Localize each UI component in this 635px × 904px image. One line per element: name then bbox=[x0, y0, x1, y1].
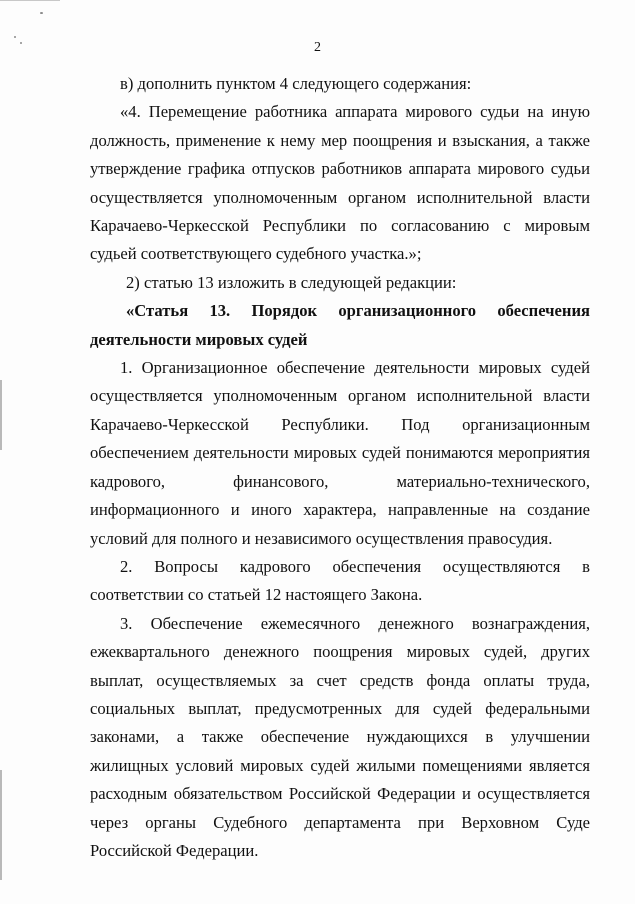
page-number: 2 bbox=[314, 40, 321, 55]
article-13-part-3: 3. Обеспечение ежемесячного денежного вознаграждения, ежеквартального денежного поощрения мировых судей, других выплат, осуществляемых за счет средств фонда оплаты труда, социальных выплат, предусмотренных для судей федеральными законами, а также обеспечение нуждающихся в улучшении жилищных условий мировых судей жилыми помещениями является расходным обязательством Российской Федерации и осуществляется через органы Судебного департамента при Верховном Суде Российской Федерации. bbox=[90, 613, 590, 860]
paragraph-point-4: «4. Перемещение работника аппарата мирового судьи на иную должность, применение к нему мер поощрения и взыскания, а также утверждение графика отпусков работников аппарата мирового судьи осуществляется уполномоченным органом исполнительной власти Карачаево-Черкесской Республики по согласованию с мировым судьей соответствующего судебного участка.»; bbox=[90, 102, 590, 264]
article-13-heading: «Статья 13. Порядок организационного обеспечения деятельности мировых судей bbox=[90, 301, 590, 349]
scan-artifact-rule bbox=[0, 0, 60, 1]
paragraph-amend-article-13: 2) статью 13 изложить в следующей редакции: bbox=[126, 272, 457, 292]
document-body bbox=[90, 70, 590, 865]
scan-artifact-dot bbox=[14, 36, 16, 38]
scan-artifact-dot bbox=[40, 12, 43, 14]
article-13-part-1: 1. Организационное обеспечение деятельности мировых судей осуществляется уполномоченным органом исполнительной власти Карачаево-Черкесской Республики. Под организационным обеспечением деятельности мировых судей понимаются мероприятия кадрового, финансового, материально-технического, информационного и иного характера, направленные на создание условий для полного и независимого осуществления правосудия. bbox=[90, 358, 590, 548]
paragraph-amend-item-v: в) дополнить пунктом 4 следующего содержания: bbox=[120, 74, 472, 93]
article-13-part-2: 2. Вопросы кадрового обеспечения осуществляются в соответствии со статьей 12 настоящего Закона. bbox=[90, 556, 590, 605]
scan-artifact-edge bbox=[0, 770, 2, 880]
scan-artifact-edge bbox=[0, 380, 2, 450]
